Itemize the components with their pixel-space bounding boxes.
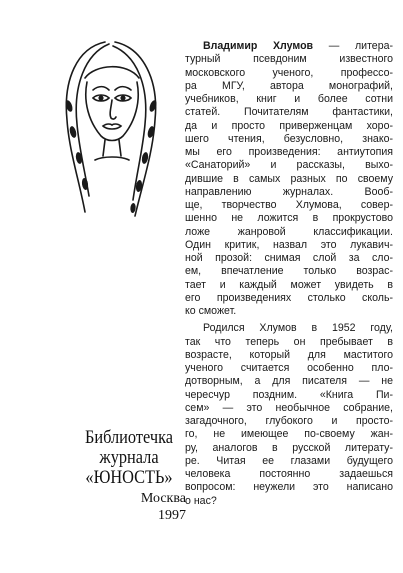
bio-text-line: учебников, книг и более сотни xyxy=(185,93,393,105)
bio-text-line: дотворным, а для писателя — не xyxy=(185,375,393,388)
bio-text-line: вопросом: неужели это написано xyxy=(185,481,393,494)
bio-paragraph-2 xyxy=(185,322,393,508)
bio-text-line: так что теперь он пребывает в xyxy=(185,335,393,348)
bio-text-line: московского ученого, профессо- xyxy=(185,66,393,79)
publication-year: 1997 xyxy=(158,508,186,523)
bio-text-line: ру, аналогов в русской литерату- xyxy=(185,441,393,454)
bio-text-line: ре. Читая ее глазами будущего xyxy=(185,454,393,467)
bio-text-line: направлению журналах. Вооб- xyxy=(185,185,393,198)
bio-text-line: да и просто приверженцам хоро- xyxy=(185,119,393,132)
bio-text-line: его произведениях столько сколь- xyxy=(185,291,393,304)
bio-text-line: статей. Почитателям фантастики, xyxy=(185,106,393,119)
bio-text-line: ложе жанровой классификации. xyxy=(185,225,393,238)
author-bio xyxy=(185,40,393,508)
bio-text-line: возрасте, который для маститого xyxy=(185,348,393,361)
bio-text-line: «Санаторий» и рассказы, выхо- xyxy=(185,159,393,172)
bio-first-line-rest: — литера- xyxy=(313,40,393,52)
bio-text-line: ще, творчество Хлумова, совер- xyxy=(185,199,393,211)
bio-text-line: шенно не ложится в прокрустово xyxy=(185,212,393,225)
bio-text-line: ко сможет. xyxy=(185,305,237,317)
author-name: Владимир Хлумов xyxy=(203,40,314,52)
portrait-drawing xyxy=(55,40,167,220)
publisher-block xyxy=(70,428,188,524)
bio-text-line: загадочного, глубокого и просто- xyxy=(185,415,393,427)
bio-text-line: о нас? xyxy=(185,494,217,507)
bio-text-line: дившие в самых разных по своему xyxy=(185,172,393,185)
series-name-line3: «ЮНОСТЬ» xyxy=(85,467,173,488)
bio-text-line: ем, впечатление только возрас- xyxy=(185,265,393,278)
bio-text-line: го, не имеющее по-своему жан- xyxy=(185,428,393,441)
bio-text-line: шего чтения, безусловно, знако- xyxy=(185,132,393,145)
bio-text-line: ной прозой: снимая слой за сло- xyxy=(185,252,393,264)
bio-text-line: тает и каждый может увидеть в xyxy=(185,278,393,291)
series-name-line1: Библиотечка xyxy=(84,427,174,448)
bio-paragraph-1 xyxy=(185,40,393,318)
bio-text-line: чересчур поздним. «Книга Пи- xyxy=(185,388,393,401)
bio-text-line: человека постоянно задаешься xyxy=(185,468,393,480)
bio-text-line: сем» — это необычное собрание, xyxy=(185,401,393,414)
publication-city: Москва xyxy=(140,491,186,506)
bio-text-line: ра МГУ, автора монографий, xyxy=(185,79,393,92)
portrait-illustration xyxy=(55,40,167,220)
bio-text-line: мы его произведения: антиутопия xyxy=(185,146,393,158)
bio-text-line: Родился Хлумов в 1952 году, xyxy=(203,322,393,335)
bio-text-line: ученого считается особенно пло- xyxy=(185,362,393,374)
bio-first-line xyxy=(185,40,393,53)
bio-text-line: Один критик, назвал это лукавич- xyxy=(185,238,393,251)
series-name-line2: журнала xyxy=(99,447,159,468)
bio-text-line: турный псевдоним известного xyxy=(185,53,393,66)
